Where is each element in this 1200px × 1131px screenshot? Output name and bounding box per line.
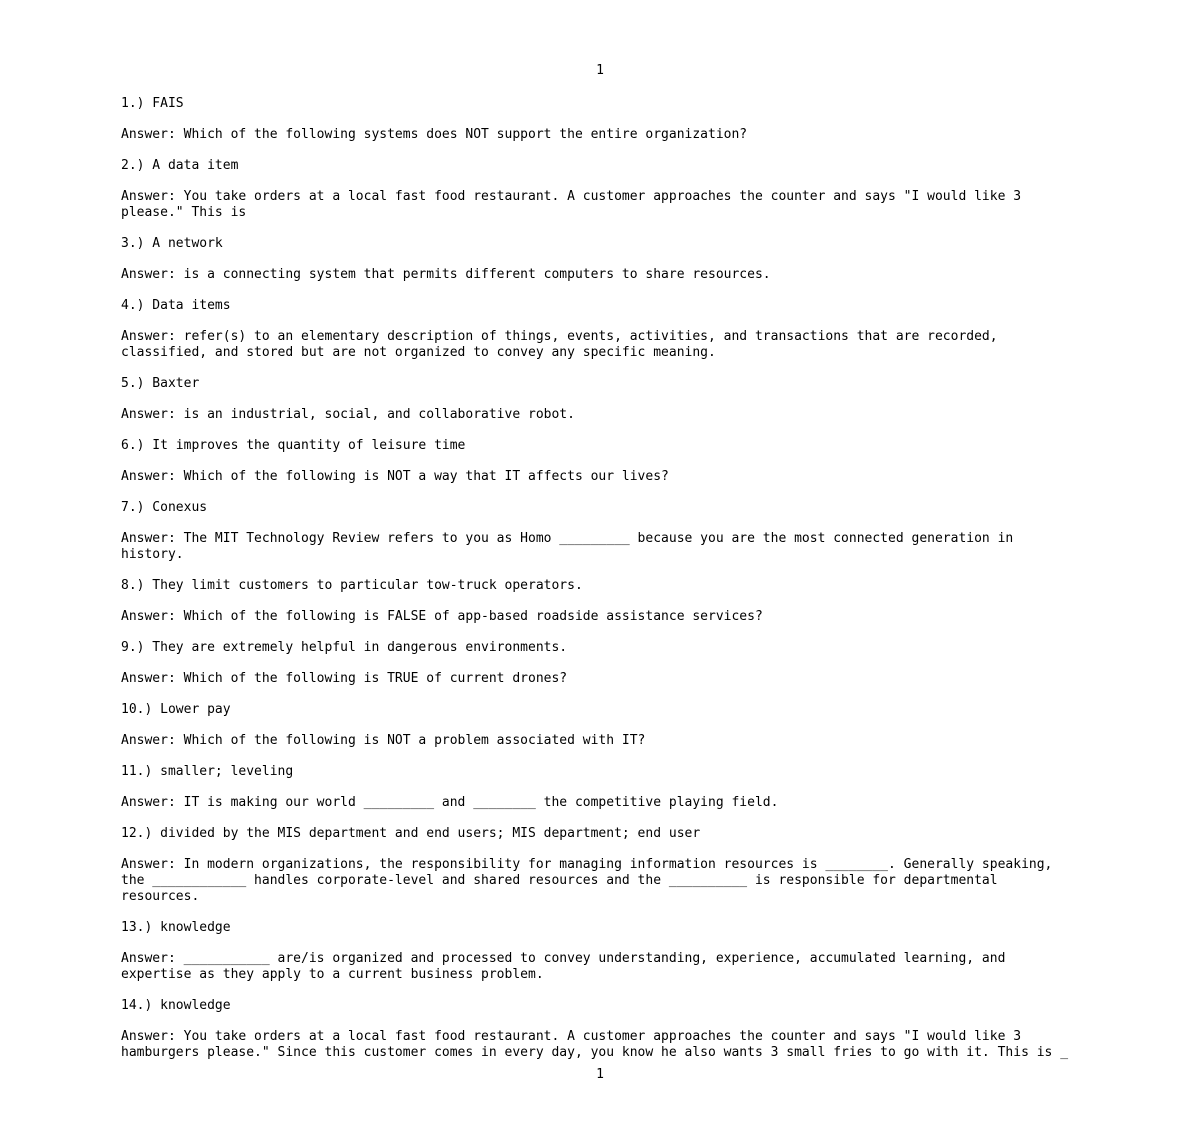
- page-number-top: 1: [596, 63, 604, 78]
- question-1: 1.) FAIS: [121, 96, 184, 111]
- question-7: 7.) Conexus: [121, 500, 208, 515]
- answer-9: Answer: Which of the following is TRUE of current drones?: [121, 671, 568, 686]
- question-12: 12.) divided by the MIS department and end users; MIS department; end user: [121, 826, 701, 841]
- answer-5: Answer: is an industrial, social, and collaborative robot.: [121, 407, 575, 422]
- question-11: 11.) smaller; leveling: [121, 764, 294, 779]
- answer-12: Answer: In modern organizations, the responsibility for managing information resources is ________. Generally speaking, the ____________ handles corporate-level and shared resources and the __________ is responsible for departmental resources.: [121, 857, 1061, 904]
- qa-item-4: [121, 298, 1076, 361]
- question-9: 9.) They are extremely helpful in dangerous environments.: [121, 640, 568, 655]
- qa-item-9: [121, 640, 1076, 687]
- qa-item-14: [121, 998, 1076, 1061]
- page-number-bottom: 1: [596, 1067, 604, 1082]
- question-14: 14.) knowledge: [121, 998, 231, 1013]
- question-2: 2.) A data item: [121, 158, 239, 173]
- answer-8: Answer: Which of the following is FALSE of app-based roadside assistance services?: [121, 609, 763, 624]
- qa-item-2: [121, 158, 1076, 221]
- qa-item-7: [121, 500, 1076, 563]
- qa-item-6: [121, 438, 1076, 485]
- answer-2: Answer: You take orders at a local fast food restaurant. A customer approaches the counter and says "I would like 3 please." This is: [121, 189, 1029, 220]
- question-3: 3.) A network: [121, 236, 223, 251]
- qa-list: [121, 96, 1076, 1076]
- answer-6: Answer: Which of the following is NOT a way that IT affects our lives?: [121, 469, 669, 484]
- question-5: 5.) Baxter: [121, 376, 200, 391]
- qa-item-12: [121, 826, 1076, 905]
- qa-item-13: [121, 920, 1076, 983]
- answer-3: Answer: is a connecting system that permits different computers to share resources.: [121, 267, 771, 282]
- answer-7: Answer: The MIT Technology Review refers to you as Homo _________ because you are the most connected generation in history.: [121, 531, 1022, 562]
- qa-item-5: [121, 376, 1076, 423]
- question-6: 6.) It improves the quantity of leisure time: [121, 438, 466, 453]
- answer-13: Answer: ___________ are/is organized and processed to convey understanding, experience, accumulated learning, and expertise as they apply to a current business problem.: [121, 951, 1014, 982]
- qa-item-11: [121, 764, 1076, 811]
- answer-1: Answer: Which of the following systems does NOT support the entire organization?: [121, 127, 748, 142]
- qa-item-1: [121, 96, 1076, 143]
- answer-4: Answer: refer(s) to an elementary description of things, events, activities, and transactions that are recorded, classified, and stored but are not organized to convey any specific meaning.: [121, 329, 1006, 360]
- answer-10: Answer: Which of the following is NOT a problem associated with IT?: [121, 733, 646, 748]
- question-10: 10.) Lower pay: [121, 702, 231, 717]
- answer-11: Answer: IT is making our world _________ and ________ the competitive playing field.: [121, 795, 779, 810]
- question-13: 13.) knowledge: [121, 920, 231, 935]
- answer-14: Answer: You take orders at a local fast food restaurant. A customer approaches the counter and says "I would like 3 hamburgers please." Since this customer comes in every day, you know he also wants 3 small fries to go with it. This is _: [121, 1029, 1069, 1060]
- qa-item-8: [121, 578, 1076, 625]
- question-8: 8.) They limit customers to particular tow-truck operators.: [121, 578, 583, 593]
- qa-item-3: [121, 236, 1076, 283]
- question-4: 4.) Data items: [121, 298, 231, 313]
- qa-item-10: [121, 702, 1076, 749]
